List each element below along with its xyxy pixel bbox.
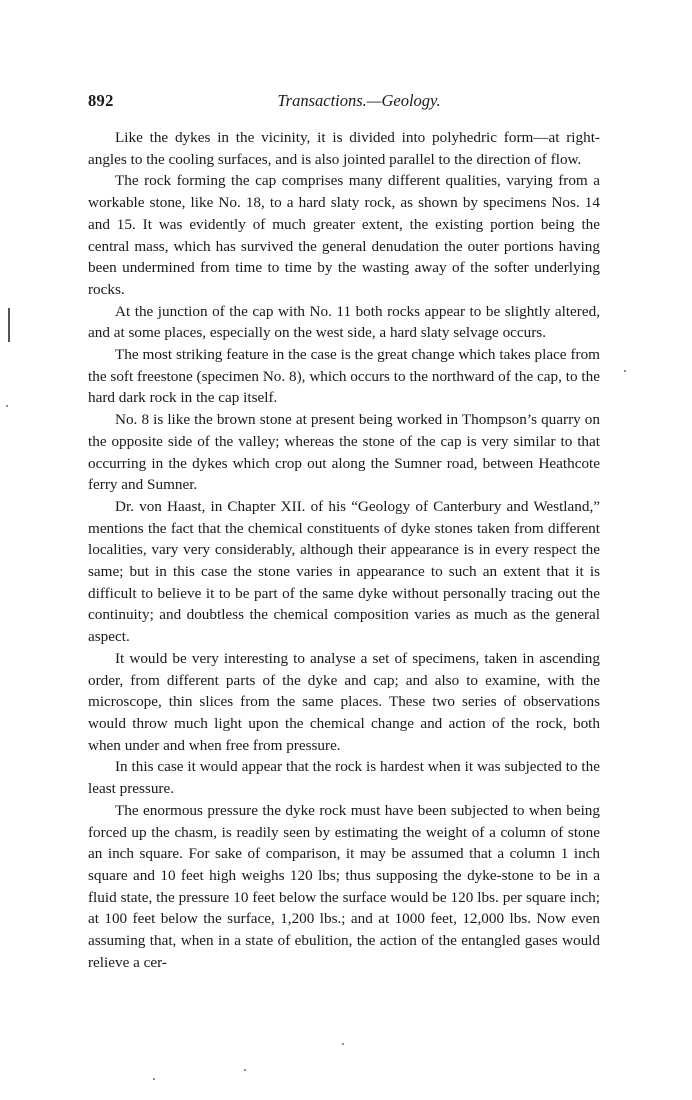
paragraph: No. 8 is like the brown stone at present being worked in Thompson’s quarry on the opposite side of the valley; whereas the stone of the cap is very similar to that occurring in the dykes which crop out along the Sumner road, between Heathcote ferry and Sumner. (88, 411, 600, 494)
paragraph: Like the dykes in the vicinity, it is divided into polyhedric form—at right-angles to the cooling surfaces, and is also jointed parallel to the direction of flow. (88, 129, 600, 168)
scan-speck (244, 1069, 246, 1071)
scan-speck (624, 370, 626, 372)
paragraph: The most striking feature in the case is the great change which takes place from the soft freestone (specimen No. 8), which occurs to the northward of the cap, to the hard dark rock in the cap itself. (88, 346, 600, 407)
paragraph: It would be very interesting to analyse a set of specimens, taken in ascending order, from different parts of the dyke and cap; and also to examine, with the microscope, thin slices from the same places. These two series of observations would throw much light upon the chemical change and action of the rock, both when under and when free from pressure. (88, 649, 600, 754)
paragraph: Dr. von Haast, in Chapter XII. of his “Geology of Canterbury and Westland,” mentions the fact that the chemical constituents of dyke stones taken from different localities, vary very considerably, although their appearance is in every respect the same; but in this case the stone varies in appearance to such an extent that it is difficult to believe it to be part of the same dyke without personally tracing out the continuity; and doubtless the chemical composition varies as much as the general aspect. (88, 497, 600, 646)
paragraph: The enormous pressure the dyke rock must have been subjected to when being forced up the chasm, is readily seen by estimating the weight of a column of stone an inch square. For sake of comparison, it may be assumed that a column 1 inch square and 10 feet high weighs 120 lbs; thus supposing the dyke-stone to be in a fluid state, the pressure 10 feet below the surface would be 120 lbs. per square inch; at 100 feet below the surface, 1,200 lbs.; and at 1000 feet, 12,000 lbs. Now even assuming that, when in a state of ebulition, the action of the entangled gases would relieve a cer- (88, 801, 600, 971)
page-number: 892 (88, 91, 114, 110)
page-header (88, 91, 600, 113)
paragraph: At the junction of the cap with No. 11 both rocks appear to be slightly altered, and at some places, especially on the west side, a hard slaty selvage occurs. (88, 302, 600, 342)
running-head: Transactions.—Geology. (277, 91, 441, 110)
margin-scan-mark (8, 308, 10, 342)
scan-speck (6, 405, 8, 407)
scan-speck (153, 1078, 155, 1080)
scan-speck (342, 1043, 344, 1045)
paragraph: The rock forming the cap comprises many different qualities, varying from a workable stone, like No. 18, to a hard slaty rock, as shown by specimens Nos. 14 and 15. It was evidently of much greater extent, the existing portion being the central mass, which has survived the general denudation the outer portions having been undermined from time to time by the wasting away of the softer underlying rocks. (88, 172, 600, 298)
body-text (88, 127, 600, 973)
paragraph: In this case it would appear that the rock is hardest when it was subjected to the least pressure. (88, 758, 600, 798)
